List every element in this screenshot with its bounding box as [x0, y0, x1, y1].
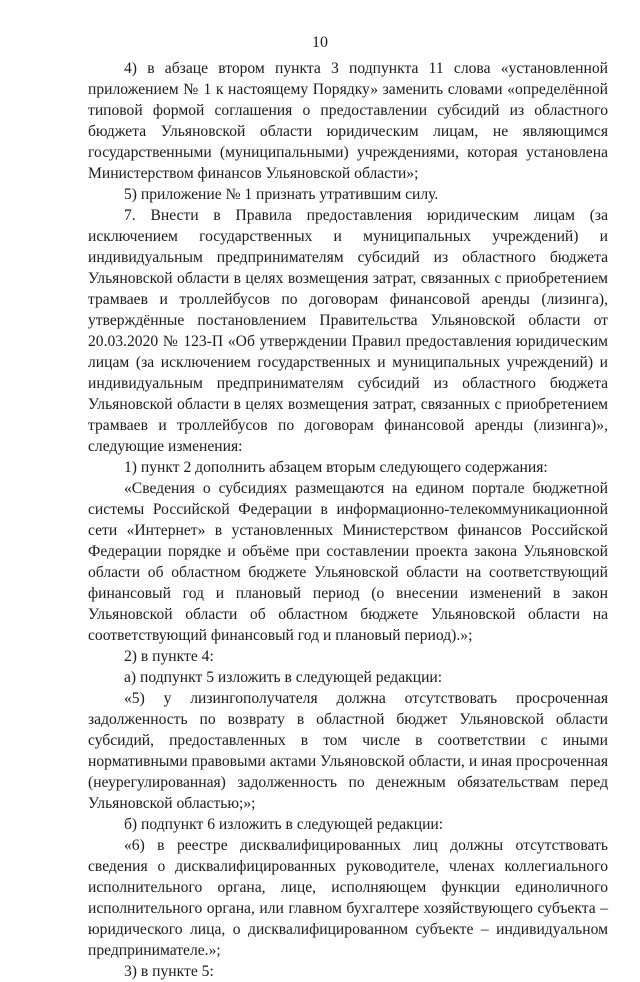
- paragraph-subitem-b: б) подпункт 6 изложить в следующей редакции:: [124, 816, 444, 833]
- paragraph-subitem-a: а) подпункт 5 изложить в следующей редакции:: [124, 669, 443, 686]
- paragraph-change-2: 2) в пункте 4:: [124, 648, 214, 665]
- paragraph-item-5: 5) приложение № 1 признать утратившим силу.: [124, 186, 439, 203]
- paragraph-section-7: 7. Внести в Правила предоставления юридическим лицам (за исключением государственных и муниципальных учреждений) и индивидуальным предпринимателям субсидий из областного бюджета Ульяновской области в целях возмещения затрат, связанных с приобретением трамваев и троллейбусов по договорам финансовой аренды (лизинга), утверждённые постановлением Правительства Ульяновской области от 20.03.2020 № 123-П «Об утверждении Правил предоставления юридическим лицам (за исключением государственных и муниципальных учреждений) и индивидуальным предпринимателям субсидий из областного бюджета Ульяновской области в целях возмещения затрат, связанных с приобретением трамваев и троллейбусов по договорам финансовой аренды (лизинга)», следующие изменения:: [88, 207, 608, 455]
- paragraph-quote-item-6: «6) в реестре дисквалифицированных лиц должны отсутствовать сведения о дисквалифицированных руководителе, членах коллегиального исполнительного органа, лице, исполняющем функции единоличного исполнительного органа, или главном бухгалтере хозяйствующего субъекта – юридического лица, о дисквалифицированном субъекте – индивидуальном предпринимателе.»;: [88, 837, 608, 959]
- page-number: 10: [312, 34, 328, 51]
- paragraph-quote-item-5: «5) у лизингополучателя должна отсутствовать просроченная задолженность по возврату в областной бюджет Ульяновской области субсидий, предоставленных в том числе в соответствии с иными нормативными правовыми актами Ульяновской области, и иная просроченная (неурегулированная) задолженность по денежным обязательствам перед Ульяновской областью;»;: [88, 690, 608, 812]
- paragraph-change-3: 3) в пункте 5:: [124, 963, 214, 980]
- document-body: [88, 58, 608, 982]
- paragraph-change-1: 1) пункт 2 дополнить абзацем вторым следующего содержания:: [124, 459, 548, 476]
- paragraph-item-4: 4) в абзаце втором пункта 3 подпункта 11 слова «установленной приложением № 1 к настоящему Порядку» заменить словами «определённой типовой формой соглашения о предоставлении субсидий из областного бюджета Ульяновской области юридическим лицам, не являющимся государственными (муниципальными) учреждениями, которая установлена Министерством финансов Ульяновской области»;: [88, 60, 608, 182]
- paragraph-quote-subsidy-info: «Сведения о субсидиях размещаются на едином портале бюджетной системы Российской Федерации в информационно-телекоммуникационной сети «Интернет» в установленных Министерством финансов Российской Федерации порядке и объёме при составлении проекта закона Ульяновской области об областном бюджете Ульяновской области на соответствующий финансовый год и плановый период (о внесении изменений в закон Ульяновской области об областном бюджете Ульяновской области на соответствующий финансовый год и плановый период).»;: [88, 480, 608, 644]
